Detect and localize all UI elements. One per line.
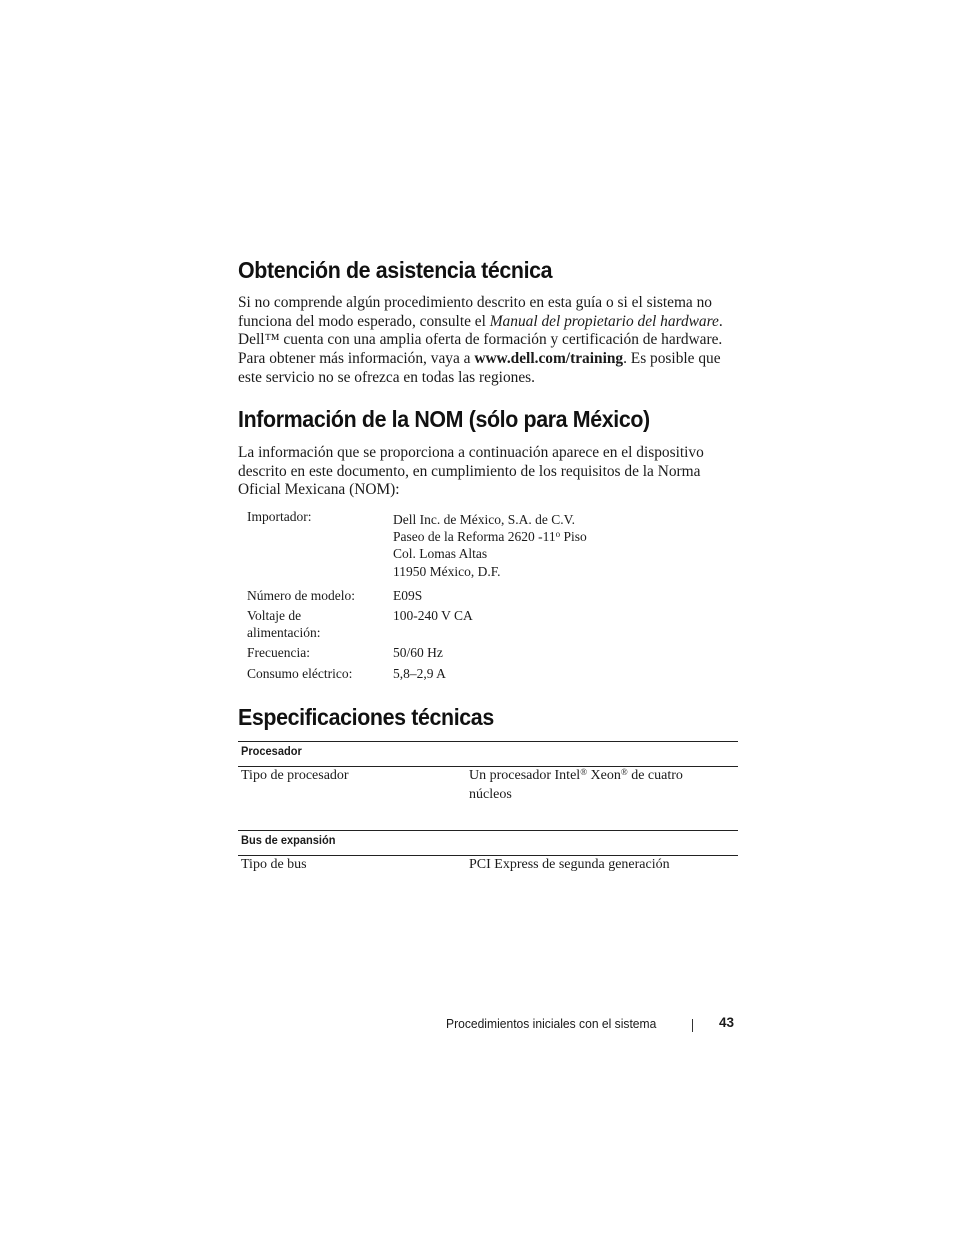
asistencia-paragraph [238, 294, 748, 388]
model-label: Número de modelo: [247, 588, 355, 603]
nom-paragraph: La información que se proporciona a continuación aparece en el dispositivo descrito en este documento, en cumplimiento de los requisitos de la Norma Oficial Mexicana (NOM): [238, 444, 704, 499]
asistencia-text-2: . Dell™ cuenta con una amplia oferta de formación y certificación de hardware. Para obtener más información, vaya a [238, 312, 723, 368]
model-value: E09S [393, 588, 423, 603]
section-title-especificaciones: Especificaciones técnicas [238, 704, 494, 730]
importer-line-4: 11950 México, D.F. [393, 563, 501, 579]
voltage-value: 100-240 V CA [393, 608, 473, 623]
processor-type-value: Un procesador Intel® Xeon® de cuatro núcleos [469, 767, 683, 802]
processor-header: Procesador [241, 744, 302, 758]
importer-label: Importador: [247, 509, 312, 524]
section-title-nom: Información de la NOM (sólo para México) [238, 406, 650, 432]
asistencia-text-1: Si no comprende algún procedimiento descrito en esta guía o si el sistema no funciona del modo esperado, consulte el [238, 294, 712, 330]
bus-type-label: Tipo de bus [241, 857, 307, 872]
consumption-label: Consumo eléctrico: [247, 666, 353, 681]
consumption-value: 5,8–2,9 A [393, 666, 446, 681]
footer-separator [692, 1019, 693, 1032]
bus-type-value: PCI Express de segunda generación [469, 857, 670, 872]
table-rule [238, 830, 738, 831]
processor-type-label: Tipo de procesador [241, 768, 349, 783]
asistencia-text-3: . Es posible que este servicio no se ofrezca en todas las regiones. [238, 350, 721, 386]
bus-header: Bus de expansión [241, 833, 336, 847]
page-number: 43 [719, 1015, 735, 1030]
importer-value [393, 511, 733, 580]
table-rule [238, 741, 738, 742]
voltage-label: Voltaje de alimentación: [247, 608, 321, 641]
training-link[interactable]: www.dell.com/training [474, 350, 624, 368]
importer-line-3: Col. Lomas Altas [393, 546, 488, 562]
frequency-value: 50/60 Hz [393, 645, 443, 660]
manual-title-italic: Manual del propietario del hardware [489, 312, 719, 330]
frequency-label: Frecuencia: [247, 645, 310, 660]
importer-line-2: Paseo de la Reforma 2620 -11$^o$ Piso [393, 529, 587, 545]
importer-line-1: Dell Inc. de México, S.A. de C.V. [393, 512, 575, 527]
footer-chapter: Procedimientos iniciales con el sistema [446, 1016, 657, 1031]
section-title-asistencia: Obtención de asistencia técnica [238, 257, 553, 283]
